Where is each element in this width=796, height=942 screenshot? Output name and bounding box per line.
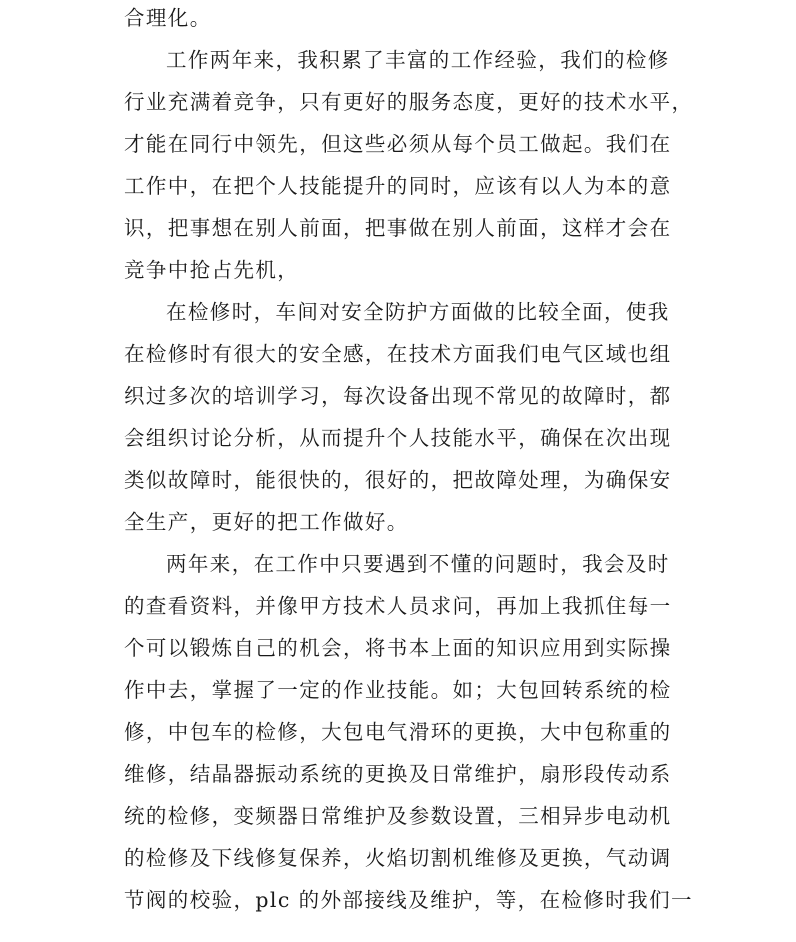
text-line: 行业充满着竞争，只有更好的服务态度，更好的技术水平， [124,90,694,114]
text-line: 识，把事想在别人前面，把事做在别人前面，这样才会在 [124,216,672,240]
text-line: 节阀的校验，plc 的外部接线及维护，等，在检修时我们一 [124,888,693,912]
text-line: 的查看资料，并像甲方技术人员求问，再加上我抓住每一 [124,594,672,618]
text-line: 修，中包车的检修，大包电气滑环的更换，大中包称重的 [124,720,672,744]
paragraph-start-line: 在检修时，车间对安全防护方面做的比较全面，使我 [166,300,670,324]
text-line: 竞争中抢占先机， [124,258,300,282]
text-line: 的检修及下线修复保养，火焰切割机维修及更换，气动调 [124,846,672,870]
text-line: 工作中，在把个人技能提升的同时，应该有以人为本的意 [124,174,672,198]
text-line: 全生产，更好的把工作做好。 [124,510,409,534]
text-line: 在检修时有很大的安全感，在技术方面我们电气区域也组 [124,342,672,366]
paragraph-start-line: 工作两年来，我积累了丰富的工作经验，我们的检修 [166,48,670,72]
text-line: 才能在同行中领先，但这些必须从每个员工做起。我们在 [124,132,672,156]
text-line: 作中去，掌握了一定的作业技能。如；大包回转系统的检 [124,678,672,702]
text-line: 维修，结晶器振动系统的更换及日常维护，扇形段传动系 [124,762,672,786]
text-line: 个可以锻炼自己的机会，将书本上面的知识应用到实际操 [124,636,672,660]
text-line: 会组织讨论分析，从而提升个人技能水平，确保在次出现 [124,426,672,450]
text-line: 织过多次的培训学习，每次设备出现不常见的故障时，都 [124,384,672,408]
text-line: 合理化。 [124,6,212,30]
text-line: 类似故障时，能很快的，很好的，把故障处理，为确保安 [124,468,672,492]
text-line: 统的检修，变频器日常维护及参数设置，三相异步电动机 [124,804,672,828]
paragraph-start-line: 两年来，在工作中只要遇到不懂的问题时，我会及时 [166,552,670,576]
